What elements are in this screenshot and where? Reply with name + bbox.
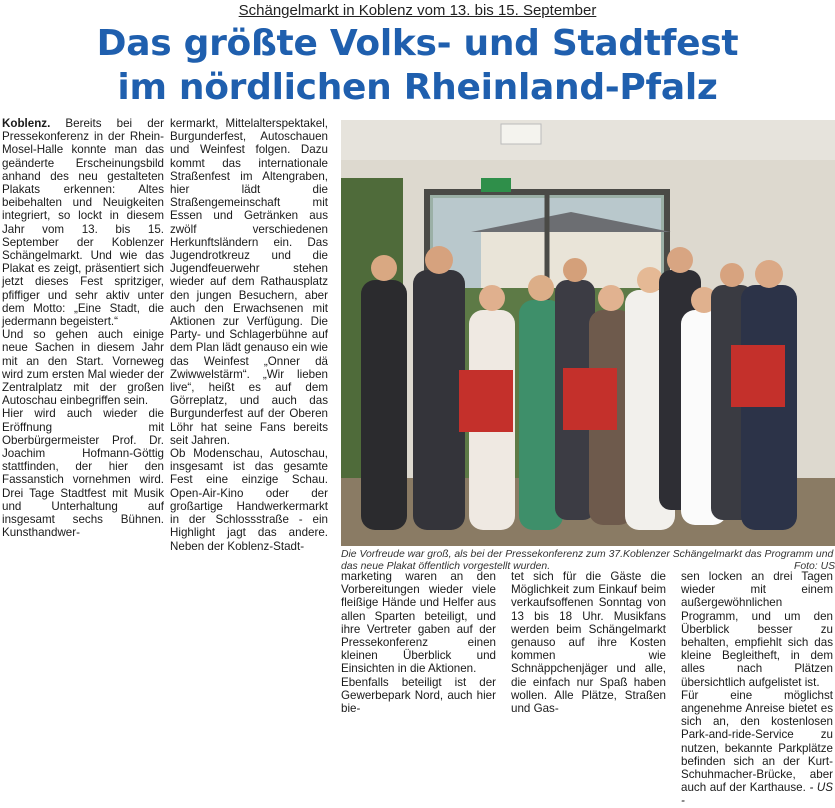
press-conference-photo [341,120,835,546]
paragraph-3: Hier wird auch wieder die Eröffnung mit Oberbürgermeister Prof. Dr. Joachim Hofmann-Göttig stattfinden, der hier den Fassanstich vornehmen wird. Drei Tage Stadtfest mit Musik und Unterhaltung auf insgesamt sechs Bühnen. Kunsthandwer- [2,407,164,540]
article-column-3 [341,570,496,765]
paragraph-5: Ob Modenschau, Autoschau, insgesamt ist das gesamte Fest eine einzige Schau. Open-Air-Kino oder der großartige Handwerkermarkt in der Schlossstraße - ein Highlight jagt das andere. Neben der Koblenz-Stadt- [170,447,328,553]
article-column-1 [2,117,164,540]
paragraph-8: tet sich für die Gäste die Möglichkeit zum Einkauf beim verkaufsoffenen Sonntag von 13 bis 18 Uhr. Musikfans werden beim Schängelmarkt genauso auf ihre Kosten kommen wie Schnäppchenjäger und alle, die einfach nur Spaß haben wollen. Alle Plätze, Straßen und Gas- [511,570,666,716]
kicker: Schängelmarkt in Koblenz vom 13. bis 15. September [238,2,597,19]
headline-line-2: im nördlichen Rheinland-Pfalz [117,67,718,108]
headline [0,22,835,110]
article-column-2 [170,117,328,553]
dateline: Koblenz. [2,117,51,130]
paragraph-9: sen locken an drei Tagen wieder mit einem außergewöhnlichen Programm, und um den Überblick besser zu behalten, empfiehlt sich das kleine Begleitheft, in dem alles nach Plätzen übersichtlich aufgelistet ist. [681,570,833,689]
headline-line-1: Das größte Volks- und Stadtfest [96,23,739,64]
paragraph-2: Und so gehen auch einige neue Sachen in diesem Jahr mit an den Start. Vorneweg wird zum ersten Mal wieder der Zentralplatz mit der großen Autoschau einbegriffen sein. [2,328,164,408]
author-signature: - US - [681,781,834,808]
paragraph-10: Für eine möglichst angenehme Anreise bietet es sich an, den kostenlosen Park-and-ride-Service zu nutzen, bekannte Parkplätze befinden sich an der Kurt-Schuhmacher-Brücke, aber auch auf der Karthause. [681,688,833,795]
paragraph-1: Bereits bei der Pressekonferenz in der Rhein-Mosel-Halle konnte man das geänderte Erscheinungsbild anhand des neu gestalteten Plakats erkennen: Altes beibehalten und Neuigkeiten integriert, so lockt in diesem Jahr vom 13. bis 15. September der Koblenzer Schängelmarkt. Und wie das Plakat es zeigt, präsentiert sich jetzt dieses Fest spritziger, pfiffiger und sehr aktiv unter dem Motto: „Eine Stadt, die jedermann begeistert.“ [2,117,164,329]
paragraph-6: marketing waren an den Vorbereitungen wieder viele fleißige Hände und Helfer aus allen Sparten beteiligt, und ihre Vertreter gaben auf der Pressekonferenz einen kleinen Überblick und Einsichten in die Aktionen. [341,570,496,676]
exit-sign [481,178,511,192]
photo-credit: Foto: US [794,561,835,572]
ceiling-light [501,124,541,144]
poster-1 [459,370,513,432]
poster-3 [731,345,785,407]
photo-illustration [341,120,835,546]
article-column-4 [511,570,666,765]
paragraph-7: Ebenfalls beteiligt ist der Gewerbepark Nord, auch hier bie- [341,675,496,716]
paragraph-4: kermarkt, Mittelalterspektakel, Burgunderfest, Autoschauen und Weinfest folgen. Dazu kommt das internationale Straßenfest im Altengraben, hier lädt die Straßengemeinschaft mit Essen und Getränken aus zwölf verschiedenen Herkunftsländern ein. Das Jugendrotkreuz und die Jugendfeuerwehr stehen wieder auf dem Rathausplatz den jungen Besuchern, aber auch den Erwachsenen mit Aktionen zur Verfügung. Die Party- und Schlagerbühne auf dem Plan lädt genauso ein wie das Weinfest „Onner dä Zwiwwelstärm“. „Wir lieben live“, heißt es auf dem Görreplatz, und auch das Burgunderfest auf der Oberen Löhr hat seine Fans bereits seit Jahren. [170,117,328,447]
caption-text: Die Vorfreude war groß, als bei der Pressekonferenz zum 37.Koblenzer Schängelmarkt das Programm und das neue Plakat öffentlich vorgestellt wurden. [341,549,834,572]
poster-2 [563,368,617,430]
photo-ceiling [341,120,835,160]
article-column-5 [681,570,834,808]
